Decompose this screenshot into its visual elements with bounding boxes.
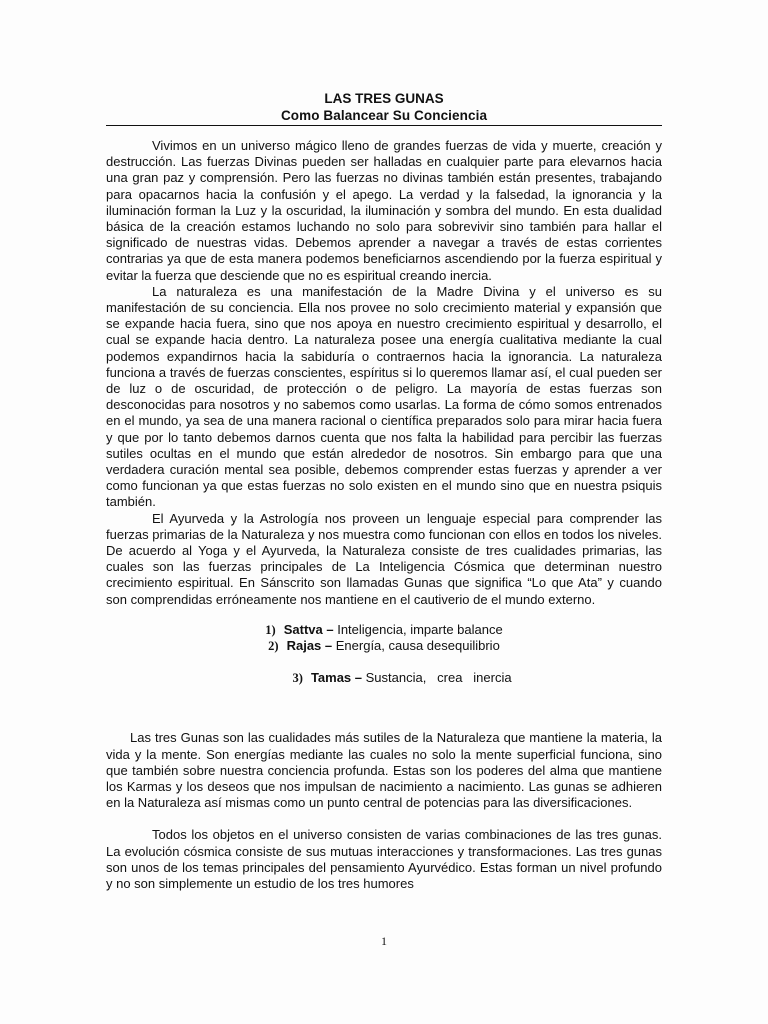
page-number: 1 (381, 934, 387, 948)
spacer (106, 716, 662, 730)
list-item-term: Sattva – (283, 621, 334, 637)
paragraph-1: Vivimos en un universo mágico lleno de grandes fuerzas de vida y muerte, creación y destrucción. Las fuerzas Divinas pueden ser halladas en cualquier parte para elevarnos hacia una gran paz y comprensión. Pero las fuerzas no divinas también están presentes, trabajando para opacarnos hacia la confusión y el apego. La verdad y la falsedad, la ignorancia y la iluminación forman la Luz y la oscuridad, la iluminación y sombra del mundo. En esta dualidad básica de la creación estamos luchando no solo para sobrevivir sino también para hallar el significado de nuestras vidas. Debemos aprender a navegar a través de estas corrientes contrarias ya que de esta manera podemos beneficiarnos ascendiendo por la fuerza espiritual y evitar la fuerza que desciende que no es espiritual creando inercia. (106, 138, 662, 283)
list-item-number: 3) (292, 671, 303, 686)
paragraph-5: Todos los objetos en el universo consisten de varias combinaciones de las tres gunas. La evolución cósmica consiste de sus mutuas interacciones y transformaciones. Las tres gunas son unos de los temas principales del pensamiento Ayurvédico. Estas forman un nivel profundo y no son simplemente un estudio de los tres humores (106, 827, 662, 892)
list-item-description: Energía, causa desequilibrio (332, 638, 500, 654)
paragraph-3: El Ayurveda y la Astrología nos proveen un lenguaje especial para comprender las fuerzas primarias de la Naturaleza y nos muestra como funcionan con ellos en todos los niveles. De acuerdo al Yoga y el Ayurveda, la Naturaleza consiste de tres cualidades primarias, las cuales son las fuerzas principales de La Inteligencia Cósmica que determinan nuestro crecimiento espiritual. En Sánscrito son llamadas Gunas que significa “Lo que Ata” y cuando son comprendidas erróneamente nos mantiene en el cautiverio de el mundo externo. (106, 510, 662, 607)
paragraph-4: Las tres Gunas son las cualidades más sutiles de la Naturaleza que mantiene la materia, la vida y la mente. Son energías mediante las cuales no solo la mente superficial funciona, sino que también sobre nuestra conciencia profunda. Estas son los poderes del alma que mantiene los Karmas y los deseos que nos impulsan de nacimiento a nacimiento. Las gunas se adhieren en la Naturaleza así mismas como un punto central de potencias para las diversificaciones. (106, 730, 662, 811)
document-subtitle: Como Balancear Su Conciencia (280, 108, 488, 123)
list-item-number: 2) (268, 639, 279, 654)
document-title: LAS TRES GUNAS (324, 91, 444, 106)
list-item-description: Inteligencia, imparte balance (333, 621, 503, 637)
list-item-number: 1) (265, 622, 276, 637)
list-item-description: Sustancia, crea inercia (362, 670, 512, 686)
title-underline (106, 125, 662, 126)
spacer (106, 811, 662, 827)
list-item (106, 638, 662, 655)
list-item (106, 655, 662, 703)
list-item-term: Rajas – (286, 638, 333, 654)
paragraph-2: La naturaleza es una manifestación de la Madre Divina y el universo es su manifestación de su conciencia. Ella nos provee no solo crecimiento material y expansión que se expande hacia fuera, sino que nos apoya en nuestro crecimiento espiritual y desarrollo, el cual se expande hacia dentro. La naturaleza posee una energía cualitativa mediante la cual podemos expandirnos hacia la sabiduría o contraernos hacia la ignorancia. La naturaleza funciona a través de fuerzas conscientes, espíritus si lo queremos llamar así, el cual pueden ser de luz o de oscuridad, de protección o de peligro. La mayoría de estas fuerzas son desconocidas para nosotros y no sabemos como usarlas. La forma de cómo somos entrenados en el mundo, ya sea de una manera racional o científica preparados solo para mirar hacia fuera y que por lo tanto debemos darnos cuenta que nos falta la habilidad para percibir las fuerzas sutiles ocultas en el mundo que están alrededor de nosotros. Sin embargo para que una verdadera curación mental sea posible, debemos comprender estas fuerzas y aprender a ver como funcionan ya que estas fuerzas no solo existen en el mundo sino que en nuestra psiquis también. (106, 283, 662, 510)
list-item-term: Tamas – (310, 670, 363, 686)
gunas-list (106, 622, 662, 703)
document-content (106, 90, 662, 892)
list-item (106, 622, 662, 639)
